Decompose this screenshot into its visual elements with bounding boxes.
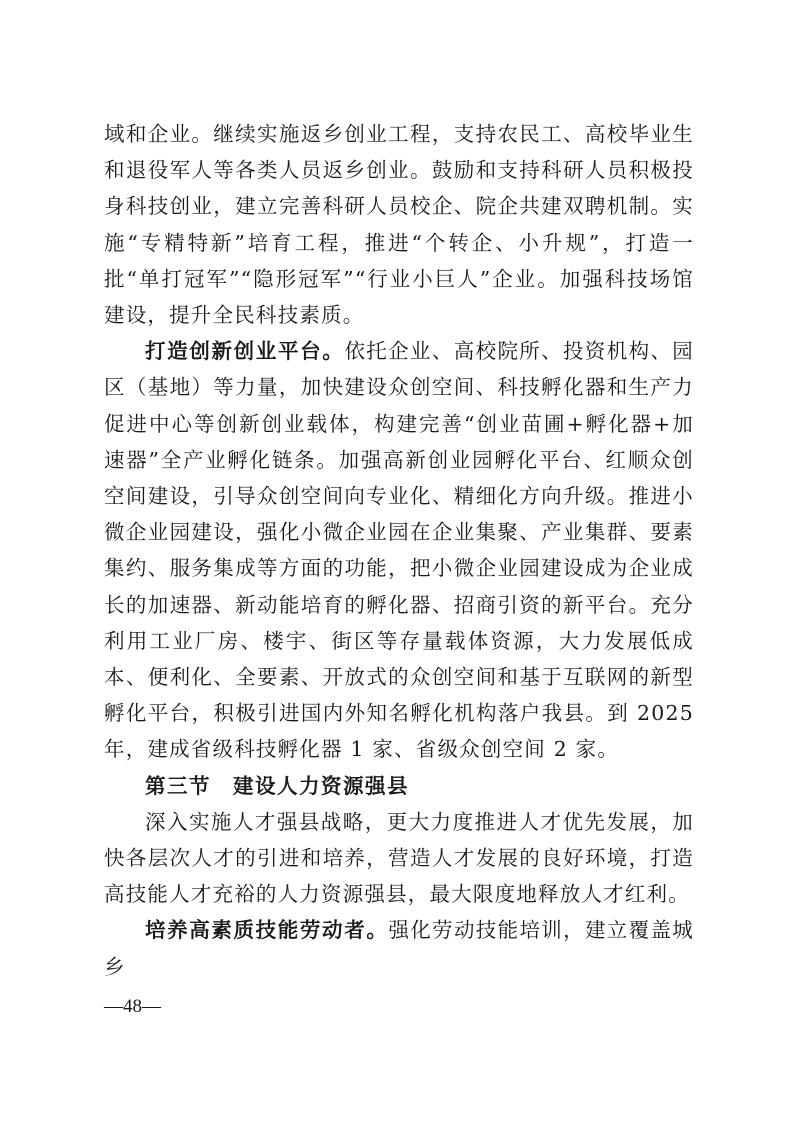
paragraph-continuation: 域和企业。继续实施返乡创业工程，支持农民工、高校毕业生和退役军人等各类人员返乡创业。鼓励和支持科研人员积极投身科技创业，建立完善科研人员校企、院企共建双聘机制。实施“专精特新”培育工程，推进“个转企、小升规”，打造一批“单打冠军”“隐形冠军”“行业小巨人”企业。加强科技场馆建设，提升全民科技素质。 — [104, 122, 694, 328]
paragraph-innovation-platform — [104, 333, 694, 767]
paragraph-lead-heading: 打造创新创业平台。 — [145, 339, 345, 364]
section-title: 建设人力资源强县 — [233, 773, 409, 798]
paragraph-body-text: 依托企业、高校院所、投资机构、园区（基地）等力量，加快建设众创空间、科技孵化器和生产力促进中心等创新创业载体，构建完善“创业苗圃+孵化器+加速器”全产业孵化链条。加强高新创业园孵化平台、红顺众创空间建设，引导众创空间向专业化、精细化方向升级。推进小微企业园建设，强化小微企业园在企业集聚、产业集群、要素集约、服务集成等方面的功能，把小微企业园建设成为企业成长的加速器、新动能培育的孵化器、招商引资的新平台。充分利用工业厂房、楼宇、街区等存量载体资源，大力发展低成本、便利化、全要素、开放式的众创空间和基于互联网的新型孵化平台，积极引进国内外知名孵化机构落户我县。到 2025 年，建成省级科技孵化器 1 家、省级众创空间 2 家。 — [104, 339, 695, 762]
paragraph-section-intro: 深入实施人才强县战略，更大力度推进人才优先发展，加快各层次人才的引进和培养，营造人才发展的良好环境，打造高技能人才充裕的人力资源强县，最大限度地释放人才红利。 — [104, 809, 694, 907]
paragraph-body-text: 强化劳动技能培训，建立覆盖城乡 — [104, 918, 694, 979]
paragraph-skilled-workers — [104, 912, 694, 984]
section-number: 第三节 — [145, 773, 211, 798]
document-body — [104, 116, 694, 985]
section-heading — [104, 768, 694, 804]
page-number: —48— — [104, 996, 161, 1017]
paragraph-lead-heading: 培养高素质技能劳动者。 — [145, 918, 389, 943]
